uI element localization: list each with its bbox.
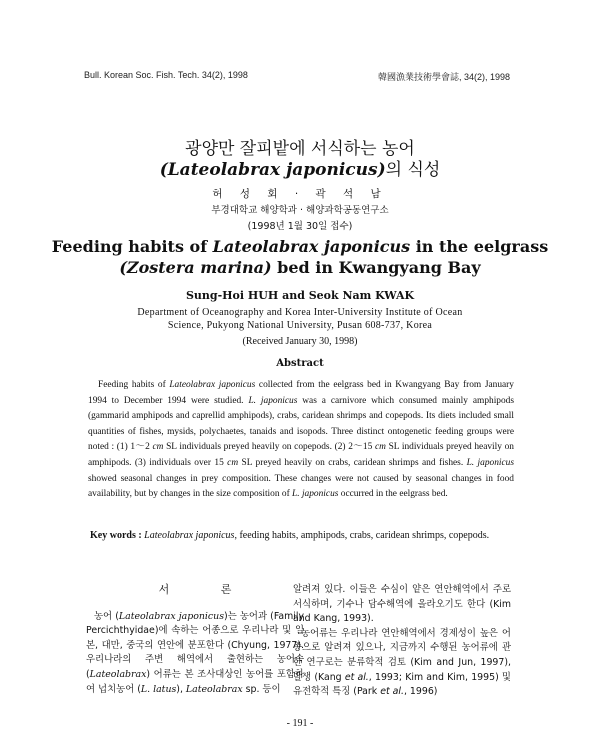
english-affiliation-line1: Department of Oceanography and Korea Inter-University Institute of Ocean xyxy=(137,307,463,318)
page-number: - 191 - xyxy=(286,718,314,729)
body-text: )는 농어과 (Family Percichthyidae)에 속하는 어종으로 우리나라 및 일본, 대만, 중국의 연안에 분포한다 (Chyung, 1977). 우리나라의 주변 해역에서 출현하는 농어속 ( xyxy=(86,610,304,680)
korean-title-species: (Lateolabrax japonicus) xyxy=(159,160,386,180)
abstract-text: Feeding habits of xyxy=(98,380,170,390)
abstract-unit: cm xyxy=(152,442,164,453)
english-title-line2 xyxy=(0,258,600,277)
keywords-species: Lateolabrax japonicus xyxy=(144,530,235,541)
body-text: , 1996) xyxy=(403,686,438,698)
body-text: , 1993; Kim and Kim, 1995) 및 유전학적 특징 (Park xyxy=(293,671,511,698)
abstract-unit: cm xyxy=(374,442,386,453)
keywords xyxy=(90,528,510,543)
abstract-heading: Abstract xyxy=(276,358,324,369)
body-species: L. latus xyxy=(140,683,177,695)
korean-authors: 허 성 회 · 곽 석 남 xyxy=(212,188,388,200)
body-text: sp. 등이 xyxy=(242,683,281,695)
abstract-unit: cm xyxy=(227,457,239,468)
abstract-species: L. japonicus xyxy=(466,457,515,468)
body-species: Lateolabrax xyxy=(89,668,147,680)
body-text: ), xyxy=(176,683,186,695)
keywords-list: , feeding habits, amphipods, crabs, caridean shrimps, copepods. xyxy=(234,530,490,541)
abstract-body xyxy=(88,378,514,503)
english-received: (Received January 30, 1998) xyxy=(242,336,358,347)
intro-paragraph xyxy=(86,610,304,698)
body-etal: et al. xyxy=(380,686,404,698)
korean-title-line1: 광양만 잘피밭에 서식하는 농어 xyxy=(185,139,415,159)
korean-affiliation: 부경대학교 해양학과 · 해양과학공동연구소 xyxy=(211,205,389,216)
abstract-text: SL individuals preyed heavily on amphipods. (3) individuals over 15 xyxy=(88,442,514,468)
abstract-text: showed seasonal changes in prey composition. These changes were not caused by seasonal changes in food availability, but by changes in the size composition of xyxy=(88,473,514,500)
abstract-species: L. japonicus xyxy=(292,489,339,500)
english-title-line1 xyxy=(0,237,600,256)
korean-title-tail: 의 식성 xyxy=(385,160,441,180)
body-column-left xyxy=(86,583,304,697)
body-species: Lateolabrax japonicus xyxy=(118,610,225,622)
korean-received: (1998년 1월 30일 접수) xyxy=(247,221,353,232)
body-species: Lateolabrax xyxy=(185,683,243,695)
body-text: 농어류는 우리나라 연안해역에서 경제성이 높은 어종으로 알려져 있으나, 지금까지 수행된 농어류에 관한 연구로는 분류학적 검토 (Kim and Jun, 1997), 발생 (Kang xyxy=(293,627,511,683)
body-text: ) 어류는 본 조사대상인 농어를 포함하여 넙치농어 ( xyxy=(86,668,304,695)
abstract-species: Lateolabrax japonicus xyxy=(169,380,256,390)
english-title-plant: (Zostera marina) xyxy=(119,258,272,277)
section-heading-introduction: 서 론 xyxy=(158,583,256,596)
body-column-right xyxy=(293,583,511,700)
abstract-species: L. japonicus xyxy=(248,395,298,406)
journal-header-en: Bull. Korean Soc. Fish. Tech. 34(2), 1998 xyxy=(84,70,248,80)
abstract-text: SL preyed heavily on crabs, caridean shrimps and fishes. xyxy=(238,457,467,468)
body-etal: et al. xyxy=(344,671,369,683)
abstract-text: SL individuals preyed heavily on copepods. (2) 2～15 xyxy=(163,442,375,453)
abstract-text: collected from the eelgrass bed in Kwangyang Bay from January 1994 to December 1994 were studied. xyxy=(88,380,514,406)
abstract-text: occurred in the eelgrass bed. xyxy=(338,489,448,500)
journal-header-ko: 韓國漁業技術學會誌, 34(2), 1998 xyxy=(377,72,510,82)
korean-title-line2 xyxy=(0,155,600,180)
keywords-label: Key words : xyxy=(90,530,142,541)
english-title-part: bed in Kwangyang Bay xyxy=(271,258,481,277)
english-title-part: in the eelgrass xyxy=(410,237,549,256)
body-text: 농어 ( xyxy=(94,610,119,622)
abstract-text: was a carnivore which consumed mainly amphipods (gammarid amphipods and caprellid amphipods), crabs, caridean shrimps and copepods. Its diets included small quantities of fishes, mysids, polychaetes, tanaids and isopods. Three distinct ontogenetic feeding groups were noted : (1) 1～2 xyxy=(88,395,515,453)
english-authors: Sung-Hoi HUH and Seok Nam KWAK xyxy=(185,289,415,302)
english-title-species: Lateolabrax japonicus xyxy=(212,237,411,256)
intro-paragraph-2 xyxy=(293,627,511,700)
english-title-part: Feeding habits of xyxy=(51,237,213,256)
english-affiliation-line2: Science, Pukyong National University, Pusan 608-737, Korea xyxy=(167,320,433,331)
intro-paragraph-continued: 알려져 있다. 이들은 수심이 얕은 연안해역에서 주로 서식하며, 기수나 담수해역에 올라오기도 한다 (Kim and Kang, 1993). xyxy=(293,584,511,625)
